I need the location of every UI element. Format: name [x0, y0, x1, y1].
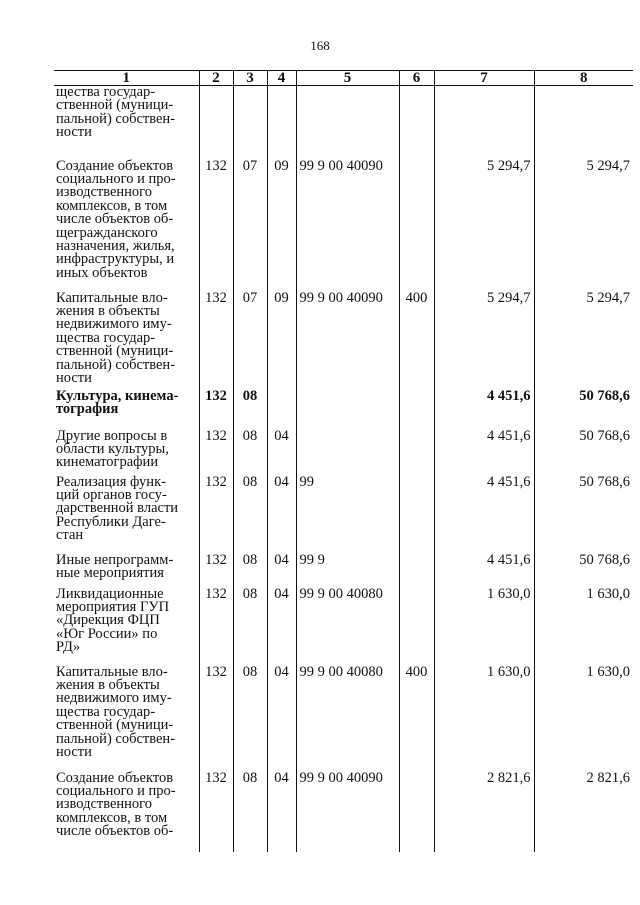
amount-cell: 1 630,0: [534, 588, 633, 666]
code-cell: [199, 86, 233, 160]
amount-cell: 1 630,0: [434, 666, 534, 772]
row-name-cell: Капитальные вло- жения в объекты недвижимого иму- щества государ- ственной (муници- пальной) собствен- ности: [56, 289, 176, 386]
section-cell: 08: [233, 476, 267, 554]
expense-type-cell: 400: [399, 666, 434, 772]
amount-cell: 4 451,6: [434, 390, 534, 430]
column-header: 7: [434, 71, 534, 86]
amount-cell: 4 451,6: [434, 554, 534, 588]
section-cell: 08: [233, 588, 267, 666]
amount-cell: [434, 86, 534, 160]
table-row: [54, 430, 633, 476]
row-name-cell: Культура, кинема- тография: [56, 387, 179, 417]
expense-type-cell: 400: [399, 292, 434, 390]
section-cell: [233, 86, 267, 160]
amount-cell: 50 768,6: [534, 390, 633, 430]
amount-cell: 1 630,0: [434, 588, 534, 666]
row-name-cell: Создание объектов социального и про- изводственного комплексов, в том числе объектов об-: [56, 769, 176, 840]
subsection-cell: [267, 86, 296, 160]
table-row: [54, 292, 633, 390]
section-cell: 08: [233, 390, 267, 430]
code-cell: 132: [199, 666, 233, 772]
subsection-cell: 09: [267, 292, 296, 390]
code-cell: 132: [199, 430, 233, 476]
subsection-cell: 04: [267, 588, 296, 666]
subsection-cell: 04: [267, 430, 296, 476]
budget-table: [54, 70, 633, 852]
subsection-cell: 04: [267, 772, 296, 852]
expense-type-cell: [399, 772, 434, 852]
row-name-cell: Иные непрограмм- ные мероприятия: [56, 551, 174, 581]
expense-type-cell: [399, 160, 434, 292]
table-row: [54, 666, 633, 772]
row-name-cell: Создание объектов социального и про- изводственного комплексов, в том числе объектов об- щегражданского назначения, жилья, инфраструктуры, и иных объектов: [56, 157, 176, 281]
column-header: 6: [399, 71, 434, 86]
amount-cell: 50 768,6: [534, 476, 633, 554]
expense-type-cell: [399, 554, 434, 588]
expense-type-cell: [399, 86, 434, 160]
amount-cell: 2 821,6: [434, 772, 534, 852]
amount-cell: 1 630,0: [534, 666, 633, 772]
subsection-cell: 09: [267, 160, 296, 292]
code-cell: 132: [199, 476, 233, 554]
amount-cell: 50 768,6: [534, 430, 633, 476]
expense-type-cell: [399, 588, 434, 666]
page-number: 168: [310, 38, 330, 53]
row-name-cell: Реализация функ- ций органов госу- дарственной власти Республики Даге- стан: [56, 473, 179, 544]
amount-cell: [534, 86, 633, 160]
target-article-cell: [296, 86, 399, 160]
target-article-cell: 99 9 00 40090: [296, 292, 399, 390]
code-cell: 132: [199, 554, 233, 588]
code-cell: 132: [199, 292, 233, 390]
code-cell: 132: [199, 160, 233, 292]
code-cell: 132: [199, 588, 233, 666]
table-row: [54, 588, 633, 666]
amount-cell: 4 451,6: [434, 430, 534, 476]
section-cell: 08: [233, 772, 267, 852]
subsection-cell: [267, 390, 296, 430]
row-name-cell: Капитальные вло- жения в объекты недвижимого иму- щества государ- ственной (муници- пальной) собствен- ности: [56, 663, 176, 760]
amount-cell: 4 451,6: [434, 476, 534, 554]
row-name-cell: Другие вопросы в области культуры, кинематографии: [56, 427, 169, 471]
column-header: 1: [54, 71, 199, 86]
section-cell: 08: [233, 666, 267, 772]
amount-cell: 5 294,7: [434, 160, 534, 292]
table-row: [54, 86, 633, 160]
subsection-cell: 04: [267, 476, 296, 554]
target-article-cell: 99 9 00 40080: [296, 666, 399, 772]
column-header: 8: [534, 71, 633, 86]
target-article-cell: 99 9 00 40090: [296, 772, 399, 852]
amount-cell: 2 821,6: [534, 772, 633, 852]
table-row: [54, 772, 633, 852]
target-article-cell: 99 9 00 40090: [296, 160, 399, 292]
target-article-cell: 99 9: [296, 554, 399, 588]
amount-cell: 50 768,6: [534, 554, 633, 588]
section-cell: 08: [233, 554, 267, 588]
section-cell: 07: [233, 292, 267, 390]
expense-type-cell: [399, 430, 434, 476]
subsection-cell: 04: [267, 666, 296, 772]
subsection-cell: 04: [267, 554, 296, 588]
table-row: [54, 554, 633, 588]
row-name-cell: щества государ- ственной (муници- пальной) собствен- ности: [56, 84, 176, 141]
target-article-cell: [296, 390, 399, 430]
table-row: [54, 160, 633, 292]
code-cell: 132: [199, 390, 233, 430]
table-row: [54, 390, 633, 430]
table-row: [54, 476, 633, 554]
section-cell: 07: [233, 160, 267, 292]
amount-cell: 5 294,7: [534, 292, 633, 390]
target-article-cell: [296, 430, 399, 476]
column-header: 3: [233, 71, 267, 86]
target-article-cell: 99: [296, 476, 399, 554]
expense-type-cell: [399, 390, 434, 430]
amount-cell: 5 294,7: [434, 292, 534, 390]
amount-cell: 5 294,7: [534, 160, 633, 292]
code-cell: 132: [199, 772, 233, 852]
row-name-cell: Ликвидационные мероприятия ГУП «Дирекция ФЦП «Юг России» по РД»: [56, 585, 170, 656]
column-header: 2: [199, 71, 233, 86]
column-header: 4: [267, 71, 296, 86]
column-header: 5: [296, 71, 399, 86]
section-cell: 08: [233, 430, 267, 476]
target-article-cell: 99 9 00 40080: [296, 588, 399, 666]
expense-type-cell: [399, 476, 434, 554]
